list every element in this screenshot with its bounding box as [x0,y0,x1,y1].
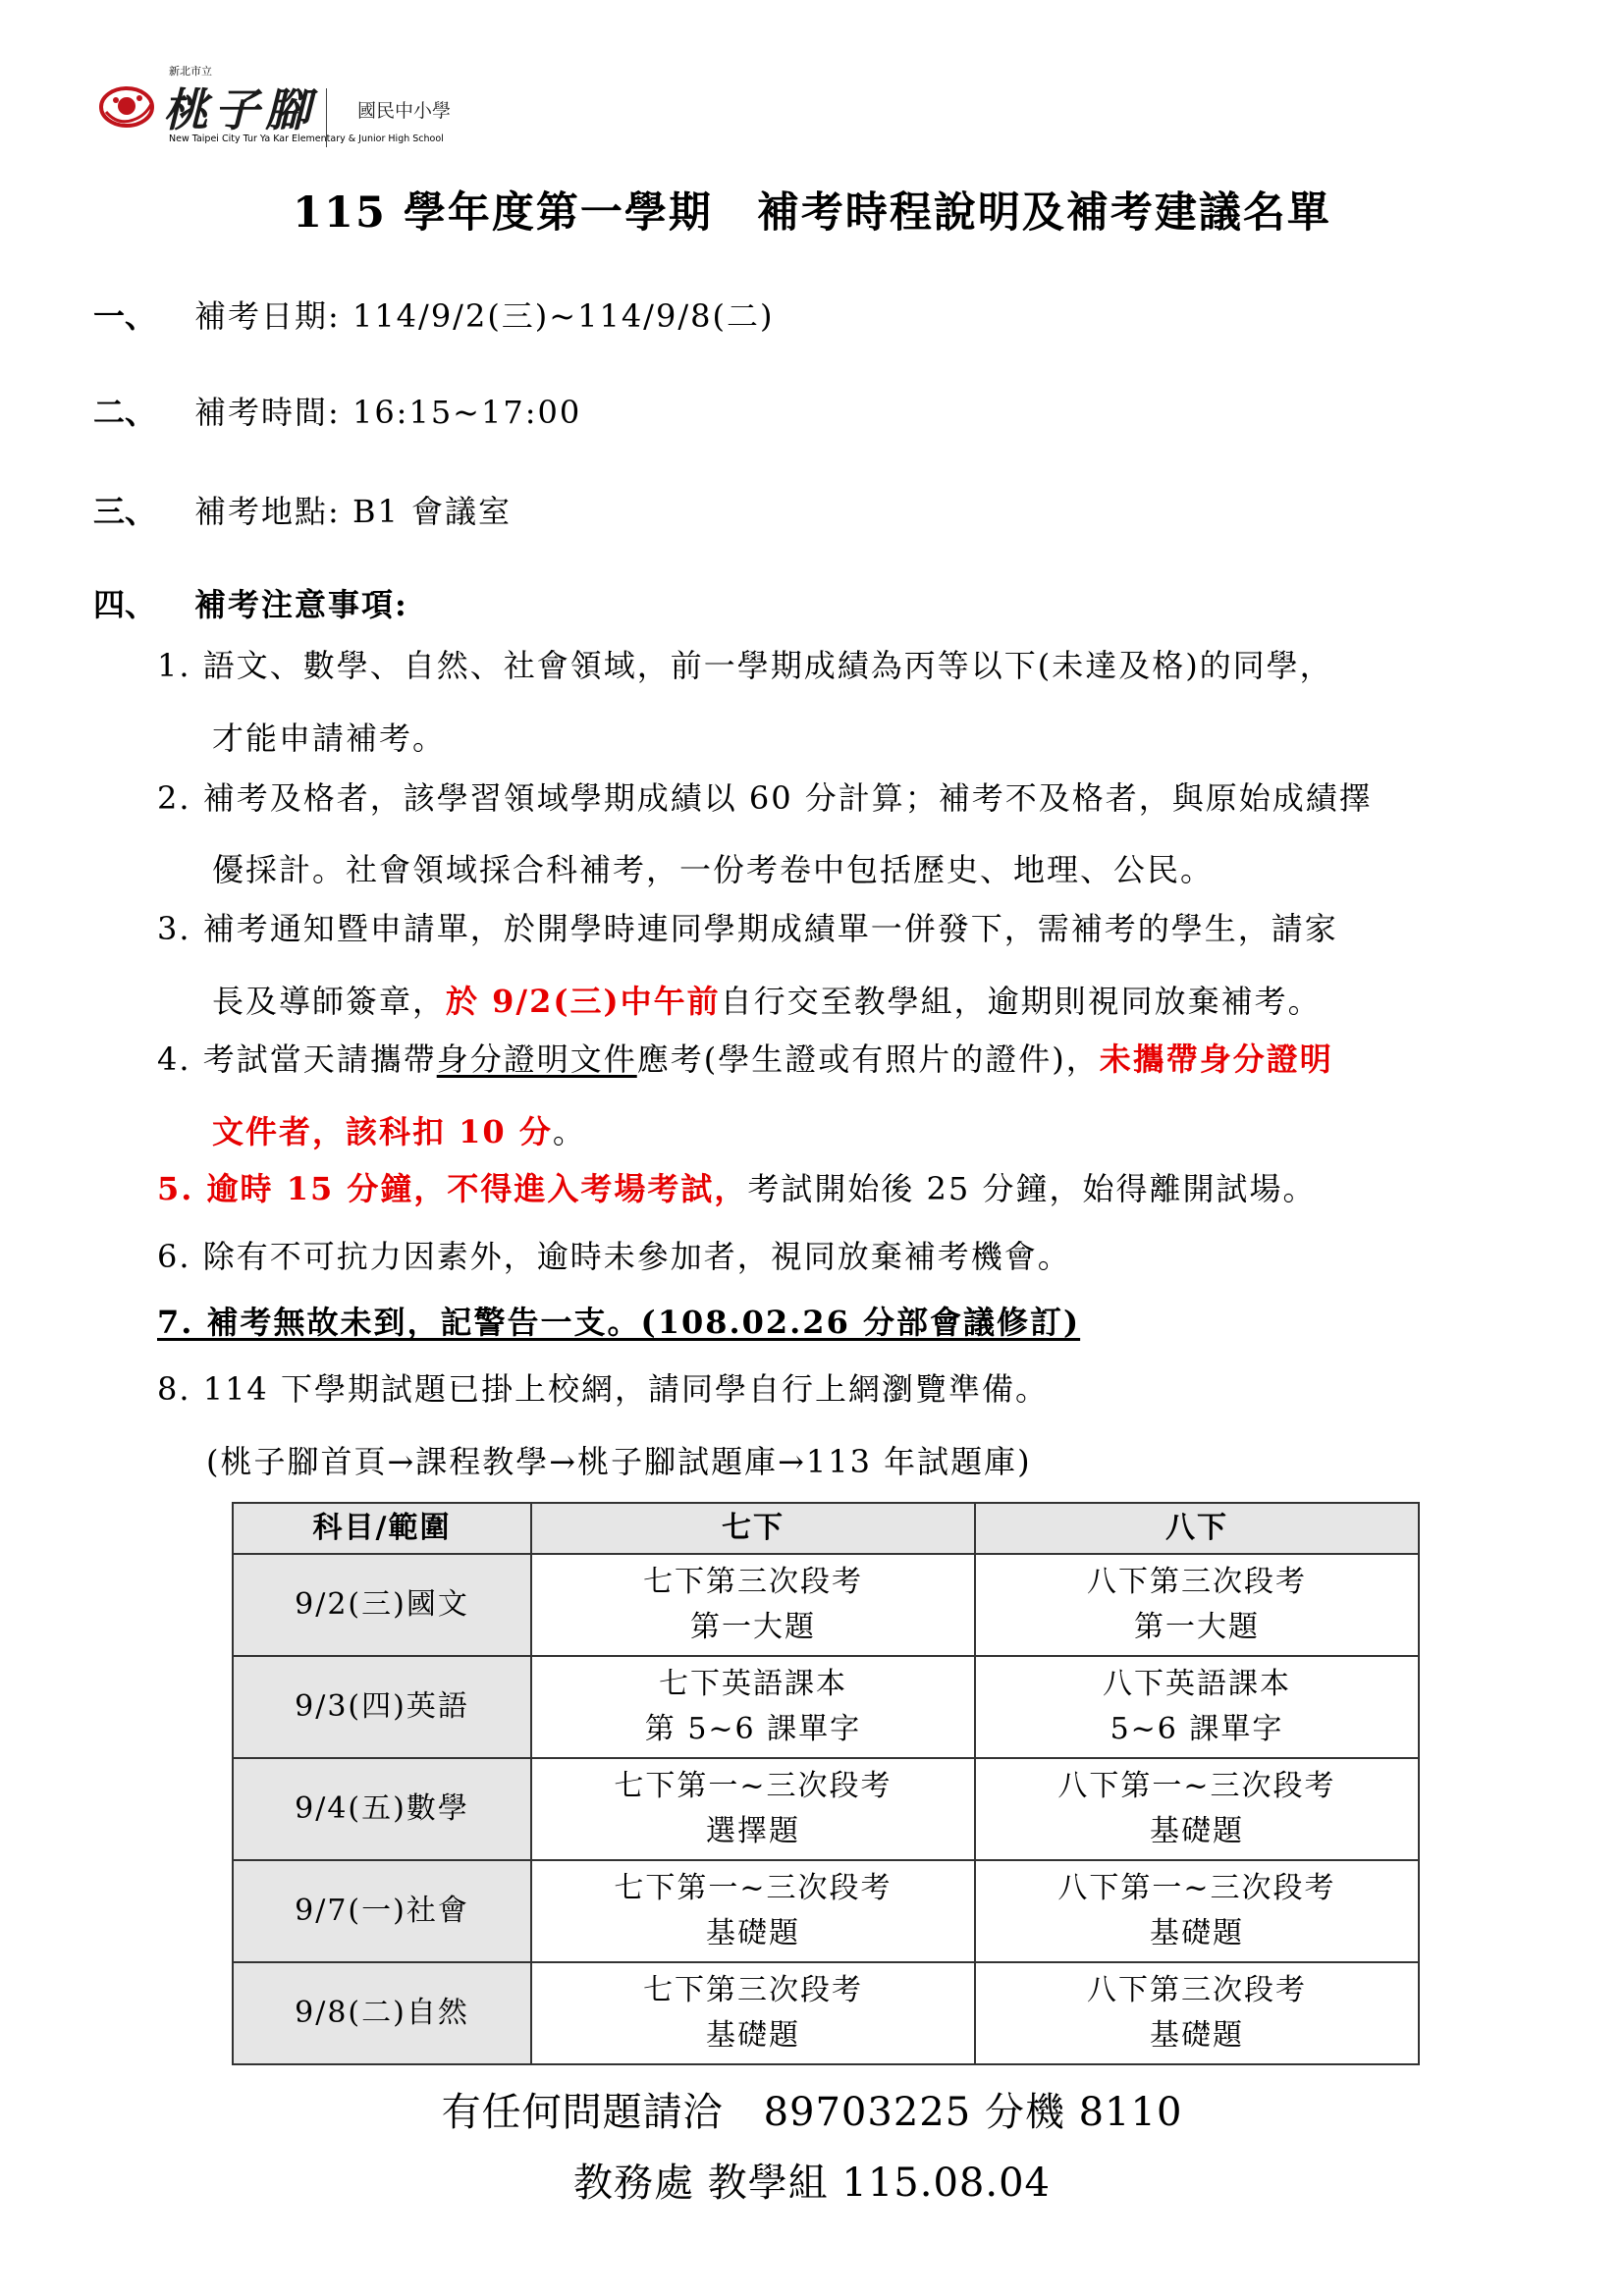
section-2 [93,388,581,433]
cell-line: 八下第一~三次段考 [1057,1870,1336,1905]
footer-contact: 有任何問題請洽 89703225 分機 8110 [441,2090,1183,2135]
row-grade8 [975,1554,1419,1656]
page-title: 115 學年度第一學期 補考時程說明及補考建議名單 [293,188,1331,238]
note-8-line-2: (桃子腳首頁→課程教學→桃子腳試題庫→113 年試題庫) [206,1443,1032,1480]
footer-office: 教務處 教學組 115.08.04 [572,2161,1051,2206]
table-row [233,1758,1419,1860]
note-3-text: 長及導師簽章， [212,983,447,1020]
table-row [233,1962,1419,2064]
row-grade7 [531,1860,975,1962]
cell-line: 基礎題 [1150,2018,1244,2053]
cell-line: 5~6 課單字 [1110,1712,1284,1746]
cell-line: 七下英語課本 [659,1666,847,1701]
cell-line: 七下第三次段考 [643,1564,863,1599]
logo-name: 桃子腳 [163,83,316,136]
school-logo [98,61,481,149]
row-subject: 9/3(四)英語 [233,1656,531,1758]
section-text: 補考日期: 114/9/2(三)~114/9/8(二) [194,297,775,335]
row-subject: 9/2(三)國文 [233,1554,531,1656]
school-emblem-icon [98,82,155,132]
note-4-penalty: 文件者，該科扣 10 分 [212,1113,553,1150]
logo-english: New Taipei City Tur Ya Kar Elementary & Junior High School [169,133,444,144]
cell-line: 七下第三次段考 [643,1972,863,2007]
section-1 [93,292,774,337]
row-grade8 [975,1656,1419,1758]
note-5-warning: 5. 逾時 15 分鐘，不得進入考場考試， [157,1170,748,1207]
note-3-line-2 [212,977,1322,1022]
cell-line: 基礎題 [1150,1814,1244,1848]
note-4-text-mid: 應考(學生證或有照片的證件)， [636,1041,1100,1078]
row-subject: 9/7(一)社會 [233,1860,531,1962]
note-3-deadline: 於 9/2(三)中午前 [446,983,721,1020]
row-grade8 [975,1860,1419,1962]
row-grade7 [531,1656,975,1758]
note-1-line-2: 才能申請補考。 [212,720,447,757]
header-grade7: 七下 [531,1503,975,1554]
row-grade8 [975,1758,1419,1860]
note-4-text-end: 。 [552,1113,586,1150]
cell-line: 八下第三次段考 [1087,1972,1307,2007]
logo-city: 新北市立 [169,65,212,78]
cell-line: 七下第一~三次段考 [614,1870,893,1905]
section-num: 四、 [93,586,157,623]
cell-line: 八下英語課本 [1103,1666,1291,1701]
note-4-line-1 [157,1041,1333,1078]
cell-line: 八下第一~三次段考 [1057,1768,1336,1803]
cell-line: 基礎題 [706,1916,800,1950]
note-3-line-1: 3. 補考通知暨申請單，於開學時連同學期成績單一併發下，需補考的學生，請家 [157,910,1338,947]
note-6: 6. 除有不可抗力因素外，逾時未參加者，視同放棄補考機會。 [157,1238,1071,1275]
note-4-warning: 未攜帶身分證明 [1099,1041,1333,1078]
note-2-line-1: 2. 補考及格者，該學習領域學期成績以 60 分計算；補考不及格者，與原始成績擇 [157,779,1373,817]
cell-line: 七下第一~三次段考 [614,1768,893,1803]
note-8-line-1: 8. 114 下學期試題已掛上校網，請同學自行上網瀏覽準備。 [157,1370,1049,1408]
note-2-line-2: 優採計。社會領域採合科補考，一份考卷中包括歷史、地理、公民。 [212,851,1215,888]
cell-line: 八下第三次段考 [1087,1564,1307,1599]
row-subject: 9/8(二)自然 [233,1962,531,2064]
row-subject: 9/4(五)數學 [233,1758,531,1860]
note-3-text-end: 自行交至教學組，逾期則視同放棄補考。 [720,983,1322,1020]
note-4-id-docs: 身分證明文件 [436,1041,637,1078]
cell-line: 第 5~6 課單字 [644,1712,862,1746]
row-grade7 [531,1962,975,2064]
note-7: 7. 補考無故未到，記警告一支。(108.02.26 分部會議修訂) [157,1304,1081,1341]
cell-line: 第一大題 [1134,1610,1260,1644]
header-subject: 科目/範圍 [233,1503,531,1554]
section-num: 二、 [93,394,157,431]
section-num: 三、 [93,493,157,530]
row-grade7 [531,1758,975,1860]
row-grade7 [531,1554,975,1656]
section-text: 補考注意事項: [194,586,408,623]
table-header-row [233,1503,1419,1554]
schedule-table [232,1502,1420,2065]
cell-line: 選擇題 [706,1814,800,1848]
header-grade8: 八下 [975,1503,1419,1554]
note-4-line-2 [212,1107,586,1152]
note-1-line-1: 1. 語文、數學、自然、社會領域，前一學期成績為丙等以下(未達及格)的同學， [157,647,1333,684]
note-5-text: 考試開始後 25 分鐘，始得離開試場。 [747,1170,1317,1207]
cell-line: 基礎題 [706,2018,800,2053]
section-4 [93,580,408,625]
note-4-text: 4. 考試當天請攜帶 [157,1041,437,1078]
table-row [233,1656,1419,1758]
section-text: 補考地點: B1 會議室 [194,493,513,530]
note-5 [157,1170,1317,1207]
row-grade8 [975,1962,1419,2064]
cell-line: 基礎題 [1150,1916,1244,1950]
cell-line: 第一大題 [690,1610,816,1644]
table-row [233,1554,1419,1656]
section-text: 補考時間: 16:15~17:00 [194,394,582,431]
section-3 [93,487,512,532]
logo-school: 國民中小學 [357,100,452,122]
section-num: 一、 [93,297,157,335]
table-row [233,1860,1419,1962]
